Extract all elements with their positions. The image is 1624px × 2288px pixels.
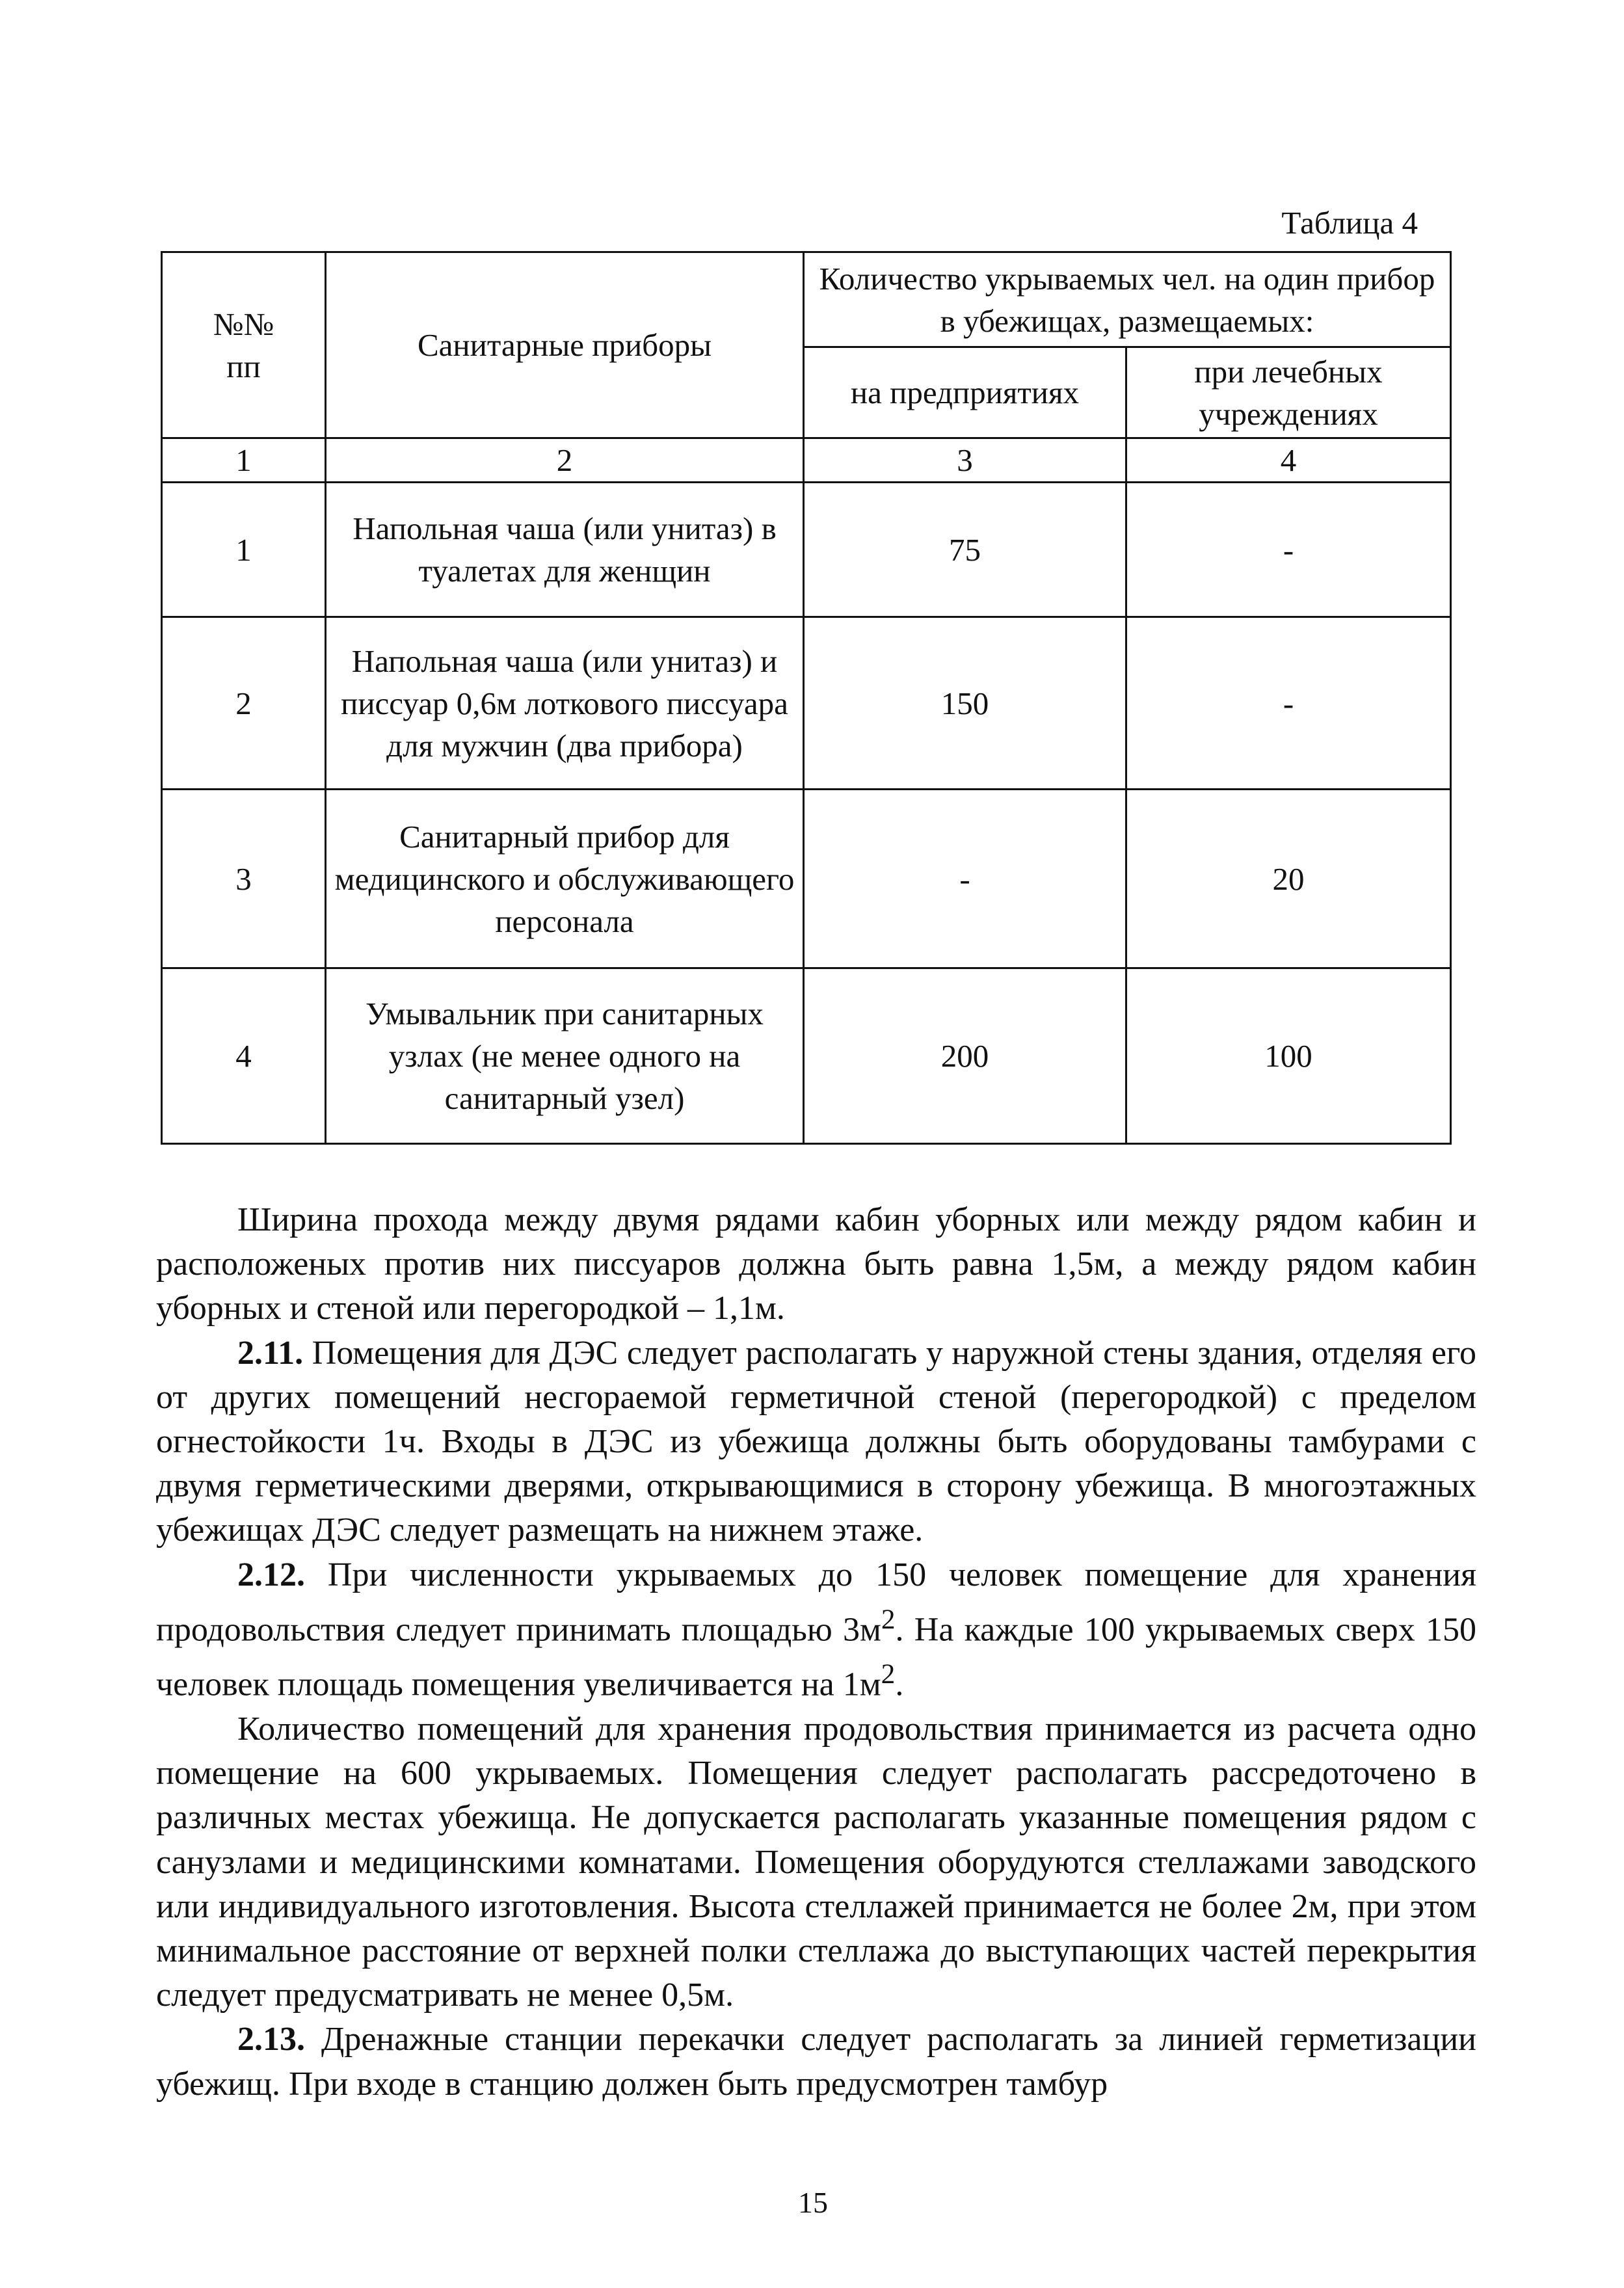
row-medical: - xyxy=(1126,617,1451,790)
row-device: Напольная чаша (или унитаз) и писсуар 0,6м лоткового писсуара для мужчин (два прибора) xyxy=(326,617,804,790)
row-device: Напольная чаша (или унитаз) в туалетах для женщин xyxy=(326,483,804,617)
clause-number: 2.13. xyxy=(237,2021,305,2058)
col-number: 4 xyxy=(1126,438,1451,483)
clause-number: 2.11. xyxy=(237,1334,304,1372)
table-caption: Таблица 4 xyxy=(1281,205,1418,241)
row-device: Санитарный прибор для медицинского и обслуживающего персонала xyxy=(326,790,804,968)
paragraph-text: При численности укрываемых до 150 человек помещение для хранения продовольствия следует принимать площадью 3м xyxy=(156,1556,1476,1649)
paragraph-text: Помещения для ДЭС следует располагать у наружной стены здания, отделяя его от других помещений несгораемой герметичной стеной (перегородкой) с пределом огнестойкости 1ч. Входы в ДЭС из убежища должны быть оборудованы тамбурами с двумя герметическими дверями, открывающимися в сторону убежища. В многоэтажных убежищах ДЭС следует размещать на нижнем этаже. xyxy=(156,1334,1477,1549)
paragraph-text: . xyxy=(895,1666,904,1703)
row-number: 4 xyxy=(162,968,326,1144)
row-enterprises: 75 xyxy=(804,483,1126,617)
paragraph-2-12 xyxy=(156,1553,1476,1707)
header-number-line2: пп xyxy=(226,348,261,384)
table-row xyxy=(162,617,1451,790)
paragraph-text: . На каждые 100 укрываемых сверх 150 человек площадь помещения увеличивается на 1м xyxy=(156,1611,1476,1703)
paragraph-2-11 xyxy=(156,1331,1476,1553)
row-medical: 100 xyxy=(1126,968,1451,1144)
header-devices: Санитарные приборы xyxy=(326,252,804,438)
paragraph-food-storage: Количество помещений для хранения продовольствия принимается из расчета одно помещение на 600 укрываемых. Помещения следует располагать рассредоточено в различных местах убежища. Не допускается располагать указанные помещения рядом с санузлами и медицинскими комнатами. Помещения оборудуются стеллажами заводского или индивидуального изготовления. Высота стеллажей принимается не более 2м, при этом минимальное расстояние от верхней полки стеллажа до выступающих частей перекрытия следует предусматривать не менее 0,5м. xyxy=(156,1710,1476,2014)
paragraph-passage-width: Ширина прохода между двумя рядами кабин уборных или между рядом кабин и расположеных против них писсуаров должна быть равна 1,5м, а между рядом кабин уборных и стеной или перегородкой – 1,1м. xyxy=(156,1201,1476,1327)
row-number: 1 xyxy=(162,483,326,617)
row-number: 3 xyxy=(162,790,326,968)
row-medical: - xyxy=(1126,483,1451,617)
header-number-col xyxy=(162,252,326,438)
col-number: 2 xyxy=(326,438,804,483)
paragraph-text: Дренажные станции перекачки следует располагать за линией герметизации убежищ. При входе в станцию должен быть предусмотрен тамбур xyxy=(156,2021,1476,2103)
row-enterprises: - xyxy=(804,790,1126,968)
table-row xyxy=(162,968,1451,1144)
header-medical: при лечебных учреждениях xyxy=(1126,347,1451,438)
table-row xyxy=(162,483,1451,617)
paragraph-2-13 xyxy=(156,2017,1476,2106)
superscript: 2 xyxy=(881,1658,896,1690)
row-device: Умывальник при санитарных узлах (не менее одного на санитарный узел) xyxy=(326,968,804,1144)
header-enterprises: на предприятиях xyxy=(804,347,1126,438)
row-number: 2 xyxy=(162,617,326,790)
col-number: 1 xyxy=(162,438,326,483)
col-number: 3 xyxy=(804,438,1126,483)
header-number-line1: №№ xyxy=(213,306,274,342)
sanitary-devices-table xyxy=(161,251,1452,1145)
row-enterprises: 200 xyxy=(804,968,1126,1144)
superscript: 2 xyxy=(881,1603,896,1635)
body-text xyxy=(156,1198,1476,2107)
header-quantity-group: Количество укрываемых чел. на один прибор в убежищах, размещаемых: xyxy=(804,252,1451,347)
table-row xyxy=(162,790,1451,968)
clause-number: 2.12. xyxy=(237,1556,305,1593)
page-number: 15 xyxy=(798,2186,828,2219)
row-medical: 20 xyxy=(1126,790,1451,968)
row-enterprises: 150 xyxy=(804,617,1126,790)
